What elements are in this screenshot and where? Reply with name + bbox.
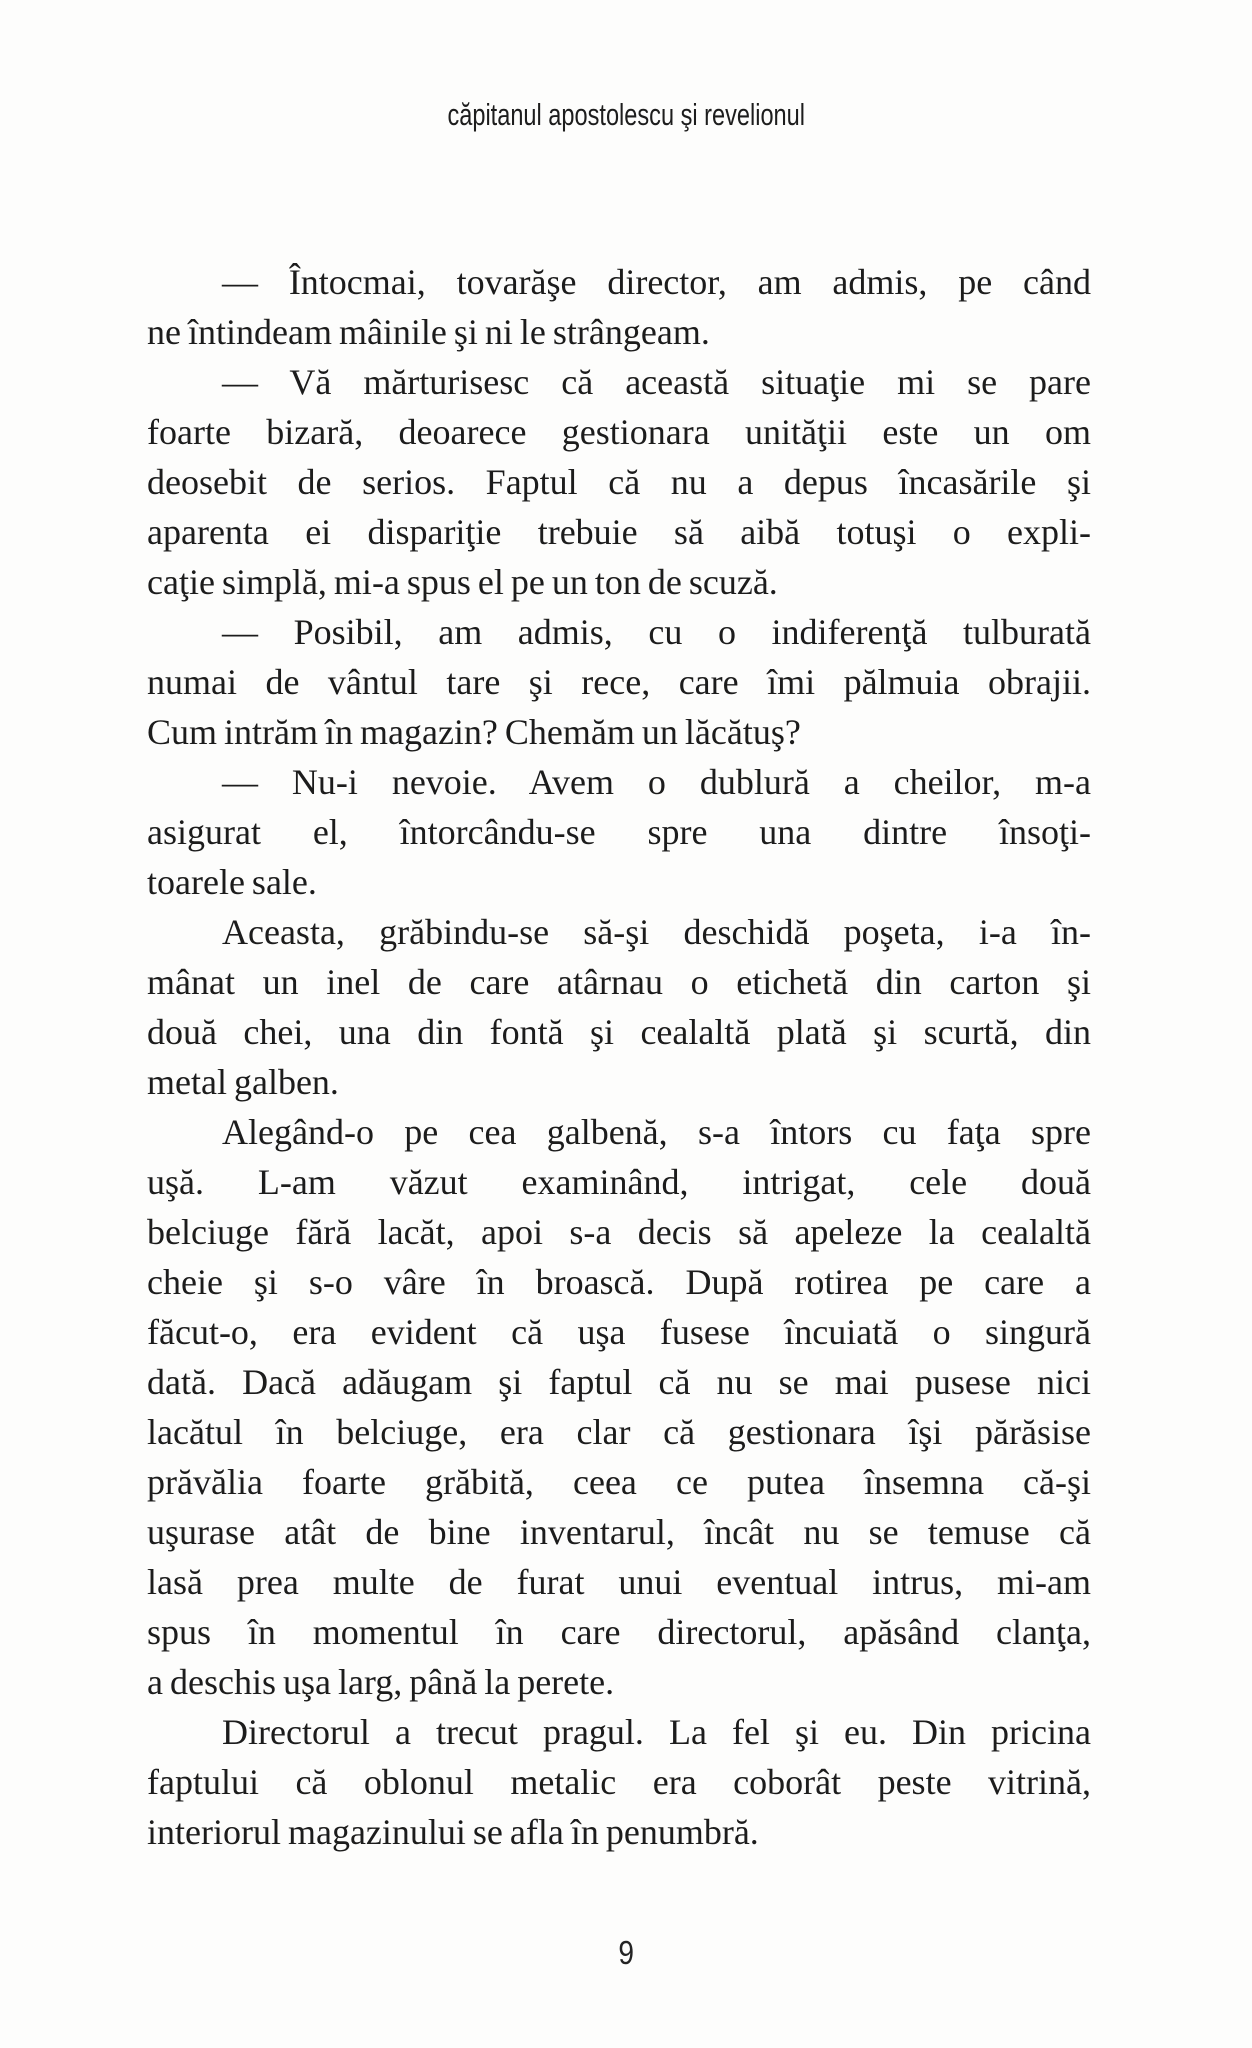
text-line: faptului că oblonul metalic era coborât peste vitrină, — [147, 1762, 1091, 1802]
text-line: ne întindeam mâinile şi ni le strângeam. — [147, 312, 710, 352]
text-line: Cum intrăm în magazin? Chemăm un lăcătuş? — [147, 712, 801, 752]
running-header-title: căpitanul apostolescu şi revelionul — [447, 97, 805, 132]
text-line: toarele sale. — [147, 862, 317, 902]
text-line: — Posibil, am admis, cu o indiferenţă tulburată — [222, 612, 1091, 652]
text-line: făcut-o, era evident că uşa fusese încuiată o singură — [147, 1312, 1091, 1352]
paragraph — [147, 907, 1091, 1107]
text-block — [147, 257, 1091, 1857]
paragraph — [147, 1107, 1091, 1707]
text-line: două chei, una din fontă şi cealaltă plată şi scurtă, din — [147, 1012, 1091, 1052]
text-line: — Întocmai, tovarăşe director, am admis, pe când — [222, 262, 1091, 302]
paragraph — [147, 757, 1091, 907]
page-number — [0, 1934, 1252, 1972]
text-line: caţie simplă, mi-a spus el pe un ton de scuză. — [147, 562, 778, 602]
text-line: Directorul a trecut pragul. La fel şi eu. Din pricina — [222, 1712, 1091, 1752]
text-line: — Nu-i nevoie. Avem o dublură a cheilor, m-a — [222, 762, 1091, 802]
text-line: Aceasta, grăbindu-se să-şi deschidă poşeta, i-a în- — [222, 912, 1091, 952]
paragraph — [147, 257, 1091, 357]
paragraph — [147, 607, 1091, 757]
text-line: cheie şi s-o vâre în broască. După rotirea pe care a — [147, 1262, 1091, 1302]
text-line: a deschis uşa larg, până la perete. — [147, 1662, 615, 1702]
text-line: — Vă mărturisesc că această situaţie mi se pare — [222, 362, 1091, 402]
text-line: lacătul în belciuge, era clar că gestionara îşi părăsise — [147, 1412, 1091, 1452]
text-line: asigurat el, întorcându-se spre una dintre însoţi- — [147, 812, 1091, 852]
text-line: prăvălia foarte grăbită, ceea ce putea însemna că-şi — [147, 1462, 1091, 1502]
text-line: uşurase atât de bine inventarul, încât nu se temuse că — [147, 1512, 1091, 1552]
paragraph — [147, 357, 1091, 607]
text-line: foarte bizară, deoarece gestionara unităţii este un om — [147, 412, 1091, 452]
text-line: metal galben. — [147, 1062, 339, 1102]
text-line: deosebit de serios. Faptul că nu a depus încasările şi — [147, 462, 1091, 502]
text-line: lasă prea multe de furat unui eventual intrus, mi-am — [147, 1562, 1091, 1602]
text-line: interiorul magazinului se afla în penumbră. — [147, 1812, 759, 1852]
text-line: mânat un inel de care atârnau o etichetă din carton şi — [147, 962, 1091, 1002]
text-line: numai de vântul tare şi rece, care îmi pălmuia obrajii. — [147, 662, 1091, 702]
text-line: uşă. L-am văzut examinând, intrigat, cele două — [147, 1162, 1091, 1202]
text-line: aparenta ei dispariţie trebuie să aibă totuşi o expli- — [147, 512, 1091, 552]
text-line: Alegând-o pe cea galbenă, s-a întors cu faţa spre — [222, 1112, 1091, 1152]
running-header — [0, 97, 1252, 133]
text-line: belciuge fără lacăt, apoi s-a decis să apeleze la cealaltă — [147, 1212, 1091, 1252]
page-number-value: 9 — [618, 1934, 634, 1971]
text-line: spus în momentul în care directorul, apăsând clanţa, — [147, 1612, 1091, 1652]
paragraph — [147, 1707, 1091, 1857]
text-line: dată. Dacă adăugam şi faptul că nu se mai pusese nici — [147, 1362, 1091, 1402]
